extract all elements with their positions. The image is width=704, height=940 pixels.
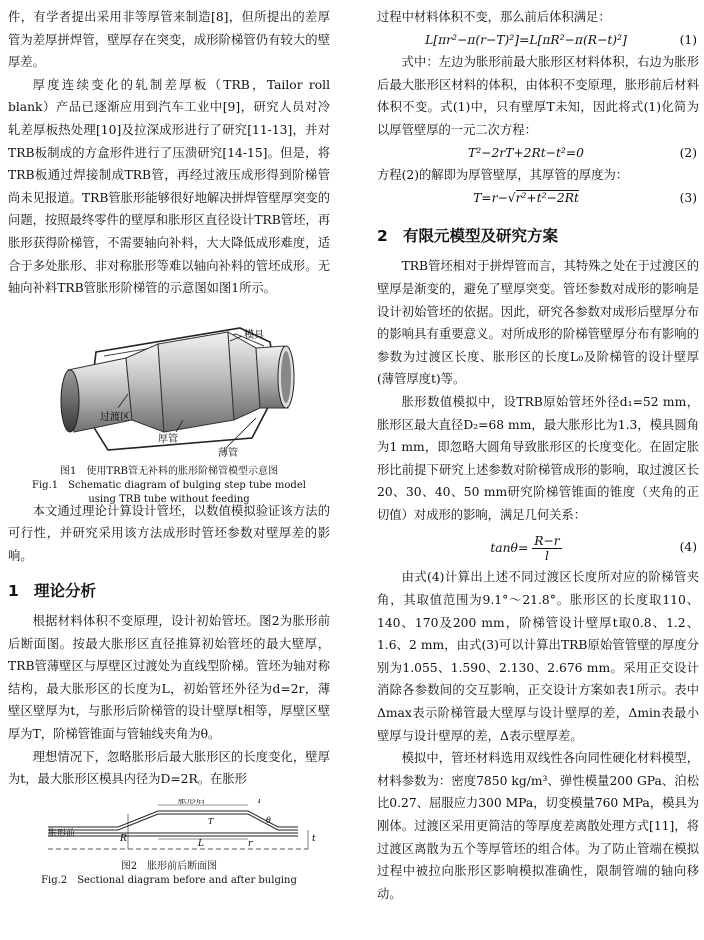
paragraph: 模拟中，管坯材料选用双线性各向同性硬化材料模型，材料参数为：密度7850 kg/m³、弹性模量200 GPa、泊松比0.27、屈服应力300 MPa，切变模量760 MPa，模具为刚体。过渡区采用更简洁的等厚度差离散处理方式[11]，将过渡区离散为五个等厚管坯的组合体。为了防止管端在模拟过程中被拉向胀形区影响模拟准确性，限制管端的轴向移动。 [377, 751, 699, 901]
label-before: 胀形前 [48, 828, 76, 839]
paragraph: 本文通过理论计算设计管坯，以数值模拟验证该方法的可行性，并研究采用该方法成形时管坯参数对壁厚差的影响。 [8, 503, 330, 563]
figure-caption-en: Fig.1 Schematic diagram of bulging step tube model [32, 480, 306, 492]
figure-1 [8, 308, 330, 506]
svg-text:r: r [248, 838, 253, 849]
paragraph: 胀形数值模拟中，设TRB原始管坯外径d₁=52 mm，胀形区最大直径D₂=68 mm，最大胀形比为1.3，模具圆角为1 mm，即忽略大圆角导致胀形区的长度变化。在固定胀形比前提下研究上述参数对阶梯管成形的影响，取过渡区长20、30、40、50 mm研究阶梯管锥面的锥度（夹角的正切值）对成形的影响，满足几何关系： [377, 394, 699, 522]
paragraph: 件，有学者提出采用非等厚管来制造[8]，但所提出的差厚管为差厚拼焊管，壁厚存在突变，成形阶梯管仍有较大的壁厚差。 [8, 10, 330, 70]
figure-2 [8, 798, 330, 887]
label-thick-tube: 厚管 [158, 433, 178, 445]
section-diagram [8, 799, 330, 853]
right-column [377, 6, 699, 905]
label-after: 胀形后 [178, 798, 206, 806]
equation-2: T²−2rT+2Rt−t²=0 (2) [468, 145, 697, 160]
paragraph: 由式(4)计算出上述不同过渡区长度所对应的阶梯管夹角，其取值范围为9.1°～21.8°。胀形区的长度取110、140、170及200 mm，阶梯管设计壁厚t取0.8、1.2、1.6、2 mm，由式(3)可以计算出TRB原始管管壁的厚度分别为1.055、1.590、2.130、2.676 mm。采用正交设计消除各参数间的交互影响，正交设计方案如表1所示。表中Δmax表示阶梯管最大壁厚与设计壁厚的差，Δmin表最小壁厚与设计壁厚的差，Δ表示壁厚差。 [377, 570, 699, 743]
label-die: 模具 [244, 329, 264, 341]
section-heading: 1 理论分析 [8, 581, 97, 600]
paragraph: 过程中材料体积不变，那么前后体积满足： [377, 10, 611, 24]
paragraph: 理想情况下，忽略胀形后最大胀形区的长度变化，壁厚为t，最大胀形区模具内径为D=2R。在胀形 [8, 749, 330, 787]
paragraph: 式中：左边为胀形前最大胀形区材料体积，右边为胀形后最大胀形区材料的体积，由体积不变原理，胀形前后材料体积不变。式(1)中，只有壁厚T未知，因此将式(1)化简为以厚管壁厚的一元二次方程： [377, 55, 699, 137]
figure-caption-cn: 图1 使用TRB管无补料的胀形阶梯管模型示意图 [60, 466, 278, 478]
paragraph: 根据材料体积不变原理，设计初始管坯。图2为胀形前后断面图。按最大胀形区直径推算初始管坯的最大壁厚，TRB管薄壁区与厚壁区过渡处为直线型阶梯。管坯为轴对称结构，最大胀形区的长度为L，初始管坯外径为d=2r，薄壁区壁厚为t，与胀形后阶梯管的设计壁厚t相等，厚壁区壁厚为T，阶梯管锥面与管轴线夹角为θ。 [8, 614, 330, 742]
paragraph: 厚度连续变化的轧制差厚板（TRB，Tailor roll blank）产品已逐渐应用到汽车工业中[9]，研究人员对冷轧差厚板热处理[10]及拉深成形进行了研究[11-13]，并对TRB板制成的方盒形件进行了压溃研究[14-15]。但是，将TRB板通过焊接制成TRB管，再经过液压成形得到阶梯管尚未见报道。TRB管胀形能够很好地解决拼焊管壁厚突变的问题，按照最终零件的壁厚和胀形区直径设计TRB管坯，再胀形获得阶梯管，不需要轴向补料，大大降低成形难度，适合于多处胀形、非对称胀形等难以轴向补料的管坯成形。无轴向补料TRB管胀形阶梯管的示意图如图1所示。 [8, 77, 330, 296]
svg-text:L: L [198, 838, 204, 849]
label-transition: 过渡区 [100, 411, 130, 423]
svg-text:t: t [312, 833, 316, 844]
svg-text:T: T [208, 816, 214, 826]
equation-1: L[πr²−π(r−T)²]=L[πR²−π(R−t)²] (1) [425, 32, 697, 47]
paragraph: TRB管坯相对于拼焊管而言，其特殊之处在于过渡区的壁厚是渐变的，避免了壁厚突变。管坯参数对成形的影响是设计初始管坯的依据。因此，研究各参数对成形后壁厚分布的影响具有重要意义。对所成形的阶梯管壁厚分布有影响的参数为过渡区长度、胀形区的长度L₀及阶梯管的设计壁厚(薄管厚度t)等。 [377, 259, 699, 387]
figure-caption-cn: 图2 胀形前后断面图 [120, 861, 218, 873]
tube-model-illustration [8, 308, 330, 458]
section-heading: 2 有限元模型及研究方案 [377, 226, 559, 245]
equation-3: T=r−√r²+t²−2Rt (3) [473, 190, 697, 205]
svg-text:θ: θ [266, 815, 271, 825]
equation-4: tanθ= $\frac{R-r}{l}$ (4) [490, 534, 697, 564]
label-thin-tube: 薄管 [218, 447, 238, 458]
paragraph: 方程(2)的解即为厚管壁厚，其厚管的厚度为： [377, 168, 629, 183]
figure-caption-en: using TRB tube without feeding [88, 494, 250, 506]
left-column [8, 6, 330, 887]
svg-text:R: R [120, 833, 127, 844]
svg-text:l: l [258, 798, 261, 806]
figure-caption-en: Fig.2 Sectional diagram before and after bulging [41, 875, 297, 887]
